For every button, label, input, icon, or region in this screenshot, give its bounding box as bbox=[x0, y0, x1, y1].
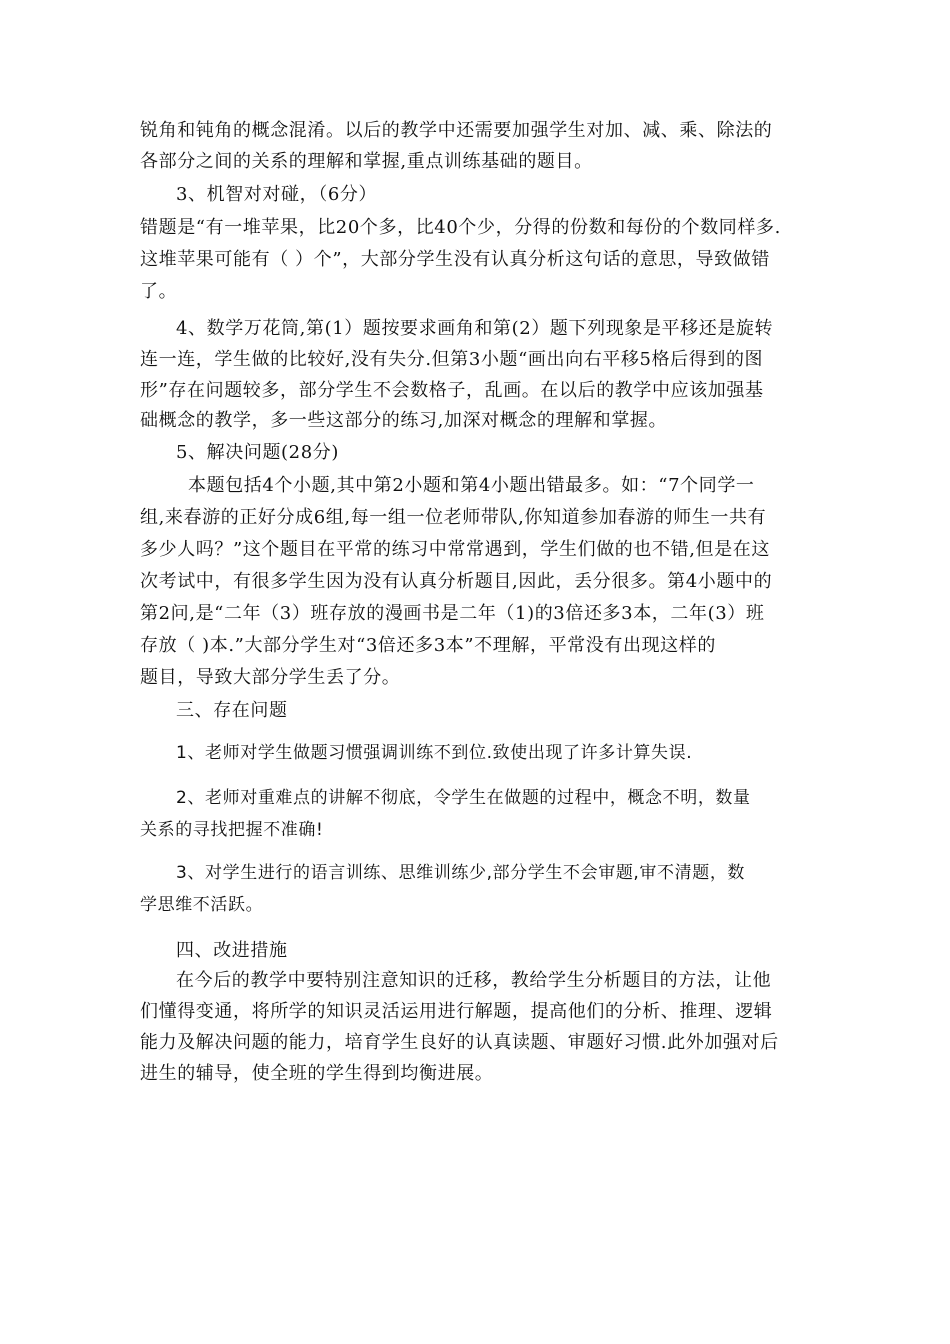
text-line: 形”存在问题较多，部分学生不会数格子，乱画。在以后的教学中应该加强基 bbox=[140, 380, 764, 401]
text-line: 次考试中，有很多学生因为没有认真分析题目,因此，丢分很多。第4小题中的 bbox=[140, 571, 773, 592]
section-heading: 四、改进措施 bbox=[176, 940, 288, 961]
section-heading: 3、机智对对碰，（6分） bbox=[176, 184, 378, 205]
text-line: 题目，导致大部分学生丢了分。 bbox=[140, 667, 401, 688]
text-line: 存放（ )本.”大部分学生对“3倍还多3本”不理解，平常没有出现这样的 bbox=[140, 635, 716, 656]
text-line: 多少人吗？”这个题目在平常的练习中常常遇到，学生们做的也不错,但是在这 bbox=[140, 539, 770, 560]
text-line: 能力及解决问题的能力，培育学生良好的认真读题、审题好习惯.此外加强对后 bbox=[140, 1032, 779, 1053]
text-line: 们懂得变通，将所学的知识灵活运用进行解题，提高他们的分析、推理、逻辑 bbox=[140, 1001, 773, 1022]
text-line: 本题包括4个小题,其中第2小题和第4小题出错最多。如：“7个同学一 bbox=[188, 475, 755, 496]
text-line: 在今后的教学中要特别注意知识的迁移，教给学生分析题目的方法，让他 bbox=[176, 970, 772, 991]
text-line: 这堆苹果可能有（ ）个”，大部分学生没有认真分析这句话的意思，导致做错 bbox=[140, 249, 770, 270]
text-line: 进生的辅导，使全班的学生得到均衡进展。 bbox=[140, 1063, 494, 1084]
text-line: 了。 bbox=[140, 281, 178, 302]
text-line: 2、老师对重难点的讲解不彻底，令学生在做题的过程中，概念不明，数量 bbox=[176, 788, 751, 808]
text-line: 组,来春游的正好分成6组,每一组一位老师带队,你知道参加春游的师生一共有 bbox=[140, 507, 767, 528]
text-line: 第2问,是“二年（3）班存放的漫画书是二年（1)的3倍还多3本，二年(3）班 bbox=[140, 603, 765, 624]
text-line: 锐角和钝角的概念混淆。以后的教学中还需要加强学生对加、减、乘、除法的 bbox=[140, 120, 773, 141]
text-line: 4、数学万花筒,第(1）题按要求画角和第(2）题下列现象是平移还是旋转 bbox=[176, 318, 774, 339]
text-line: 连一连，学生做的比较好,没有失分.但第3小题“画出向右平移5格后得到的图 bbox=[140, 349, 764, 370]
text-line: 3、对学生进行的语言训练、思维训练少,部分学生不会审题,审不清题，数 bbox=[176, 863, 746, 883]
text-line: 各部分之间的关系的理解和掌握,重点训练基础的题目。 bbox=[140, 151, 593, 172]
text-line: 学思维不活跃。 bbox=[140, 895, 264, 915]
text-line: 错题是“有一堆苹果，比20个多，比40个少，分得的份数和每份的个数同样多. bbox=[140, 217, 781, 238]
section-heading: 5、解决问题(28分) bbox=[176, 442, 340, 463]
text-line: 关系的寻找把握不准确! bbox=[140, 820, 324, 840]
text-line: 础概念的教学，多一些这部分的练习,加深对概念的理解和掌握。 bbox=[140, 410, 668, 431]
text-line: 1、老师对学生做题习惯强调训练不到位.致使出现了许多计算失误. bbox=[176, 743, 693, 763]
section-heading: 三、存在问题 bbox=[176, 700, 288, 721]
